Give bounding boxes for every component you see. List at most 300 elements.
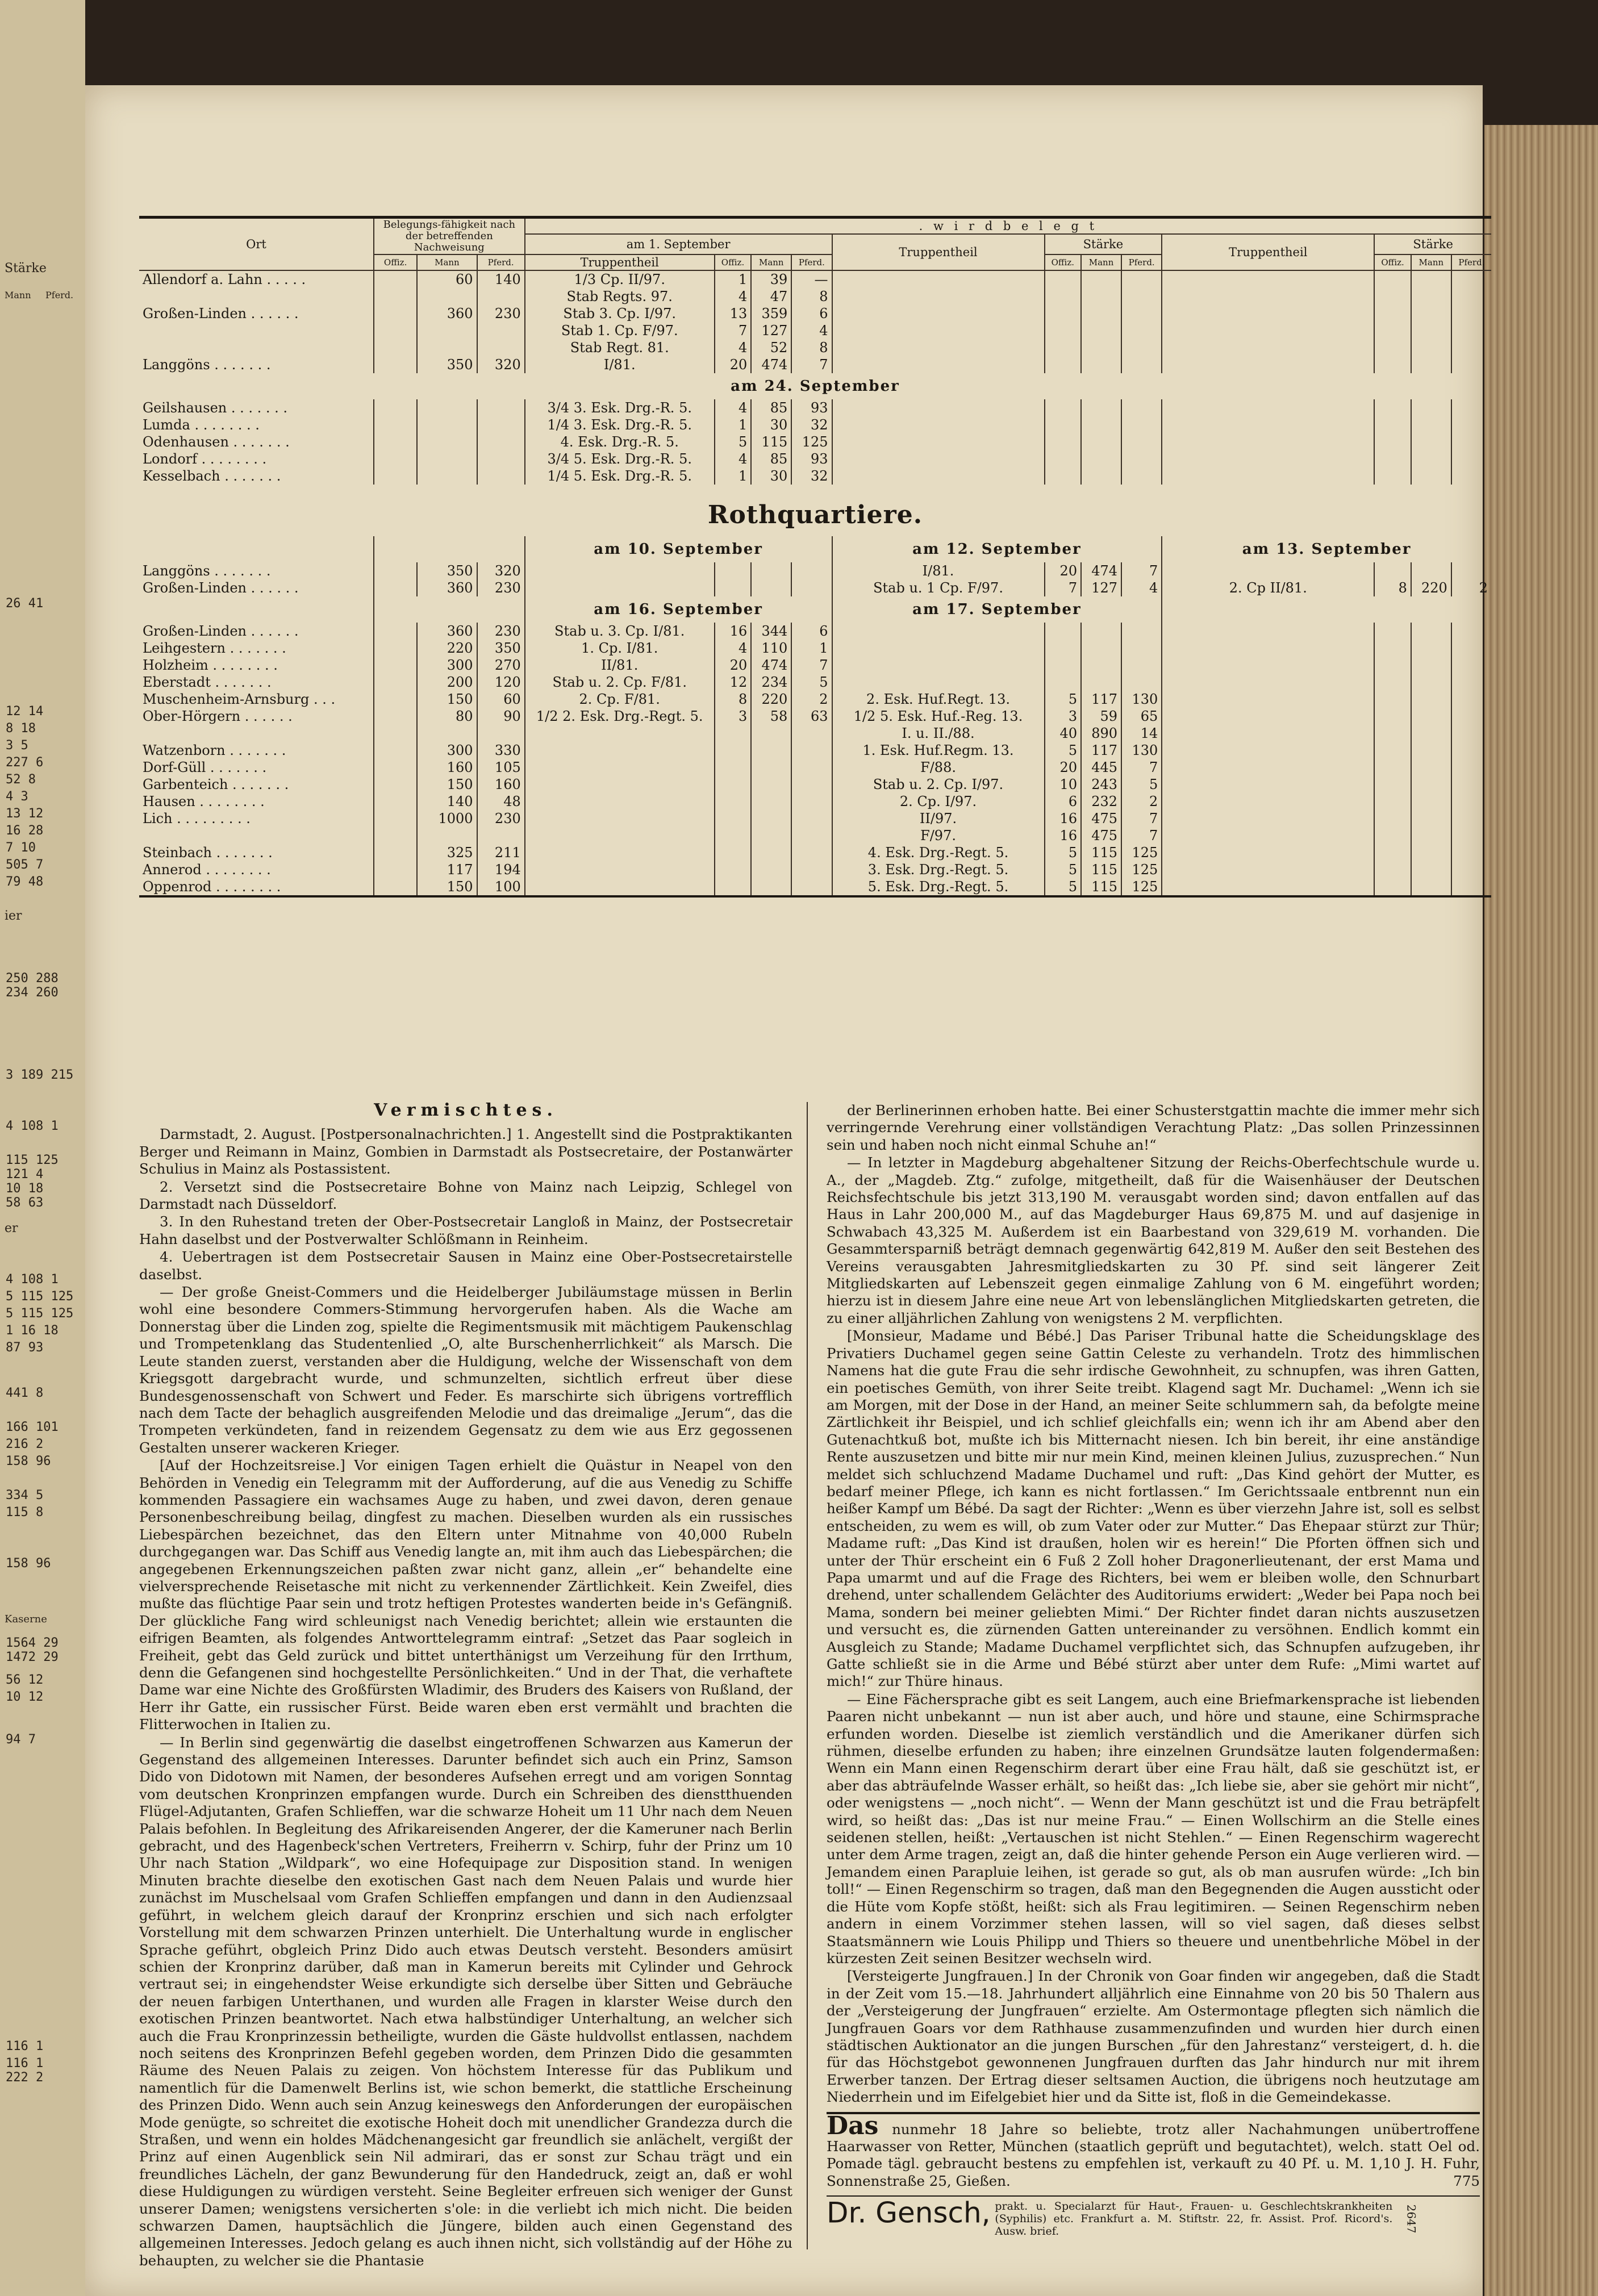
table-row	[139, 844, 1491, 861]
truppentheil-cell: F/88.	[832, 759, 1045, 776]
article-paragraph: Darmstadt, 2. August. [Postpersonalnachrichten.] 1. Angestellt sind die Postpraktikanten Berger und Reimann in Mainz, Gombien in Darmstadt als Postsecretaire, der Postanwärter Schulius in Mainz als Postassistent.	[139, 1126, 792, 1178]
mann-cell: 117	[1081, 691, 1121, 708]
mann-cell: 30	[751, 467, 791, 485]
table-row	[139, 416, 1491, 433]
offiz-cell	[1045, 674, 1082, 691]
heading-am-12-september: am 12. September	[832, 536, 1162, 562]
empty-cell	[1411, 399, 1451, 416]
col-truppentheil-1: Truppentheil	[525, 254, 715, 270]
offiz-cell: 7	[1045, 579, 1082, 596]
empty-cell	[374, 305, 417, 322]
truppentheil-cell	[525, 759, 715, 776]
empty-cell	[1374, 433, 1411, 450]
offiz-cell: 20	[715, 356, 752, 373]
truppentheil-cell	[525, 793, 715, 810]
capacity-mann-cell: 220	[417, 640, 477, 657]
mann-cell: 39	[751, 270, 791, 288]
capacity-pferd-cell: 100	[477, 878, 525, 896]
truppentheil-cell: Stab u. 2. Cp. F/81.	[525, 674, 715, 691]
mann-cell: 474	[1081, 562, 1121, 579]
capacity-mann-cell: 325	[417, 844, 477, 861]
pferd-cell: 14	[1121, 725, 1162, 742]
offiz-cell: 8	[715, 691, 752, 708]
margin-number: 216 2	[6, 1437, 44, 1451]
ort-cell	[139, 827, 374, 844]
truppentheil-cell: 4. Esk. Drg.-Regt. 5.	[832, 844, 1045, 861]
margin-number: 4 3	[6, 790, 28, 804]
mann-cell: 110	[751, 640, 791, 657]
ort-cell: Dorf-Güll . . . . . . .	[143, 759, 267, 775]
mann-cell	[751, 844, 791, 861]
empty-cell	[1162, 640, 1374, 657]
offiz-cell: 4	[715, 640, 752, 657]
truppentheil-cell	[525, 827, 715, 844]
empty-cell	[1121, 356, 1162, 373]
empty-cell	[1081, 339, 1121, 356]
empty-cell	[1411, 657, 1451, 674]
empty-cell	[1374, 674, 1411, 691]
margin-number: 16 28	[6, 824, 44, 838]
capacity-mann-cell	[417, 827, 477, 844]
mann-cell: 890	[1081, 725, 1121, 742]
empty-cell	[1162, 270, 1374, 288]
empty-cell	[751, 579, 791, 596]
ad-dr-gensch-text: prakt. u. Specialarzt für Haut-, Frauen- u. Geschlechtskrankheiten (Syphilis) etc. Frankfurt a. M. Stiftstr. 22, fr. Assist. Prof. Ricord's. Ausw. brief.	[995, 2200, 1393, 2238]
margin-number: 1472 29	[6, 1650, 59, 1664]
empty-cell	[374, 579, 417, 596]
capacity-pferd-cell: 105	[477, 759, 525, 776]
empty-cell	[1121, 467, 1162, 485]
mann-cell: 115	[1081, 844, 1121, 861]
col-staerke-2: Stärke	[1045, 234, 1162, 254]
empty-cell	[417, 467, 477, 485]
empty-cell	[374, 878, 417, 896]
col-ort: Ort	[139, 218, 374, 271]
truppentheil-cell: Stab u. 2. Cp. I/97.	[832, 776, 1045, 793]
mann-cell: 127	[1081, 579, 1121, 596]
ort-cell: Muschenheim-Arnsburg . . .	[143, 691, 336, 707]
ort-cell: Langgöns . . . . . . .	[143, 563, 271, 579]
pferd-cell	[791, 810, 832, 827]
offiz-cell	[1045, 657, 1082, 674]
pferd-cell: 2	[791, 691, 832, 708]
mann-cell	[751, 878, 791, 896]
empty-cell	[1451, 399, 1491, 416]
pferd-cell: 125	[791, 433, 832, 450]
truppentheil-cell	[832, 657, 1045, 674]
table-row	[139, 467, 1491, 485]
ort-cell: Großen-Linden . . . . . .	[143, 580, 299, 596]
offiz-cell	[1045, 640, 1082, 657]
pferd-cell: 5	[791, 674, 832, 691]
truppentheil-cell	[525, 725, 715, 742]
empty-cell	[1451, 742, 1491, 759]
capacity-pferd-cell	[477, 288, 525, 305]
empty-cell	[1162, 793, 1374, 810]
empty-cell	[1045, 356, 1082, 373]
empty-cell	[374, 691, 417, 708]
empty-cell	[1451, 861, 1491, 878]
empty-cell	[1374, 623, 1411, 640]
empty-cell	[1045, 450, 1082, 467]
truppentheil-cell	[832, 640, 1045, 657]
empty-cell	[1411, 776, 1451, 793]
col-mann-3: Mann	[1411, 254, 1451, 270]
empty-cell	[1081, 450, 1121, 467]
offiz-cell: 12	[715, 674, 752, 691]
offiz-cell: 1	[715, 467, 752, 485]
empty-cell	[477, 467, 525, 485]
offiz-cell: 16	[1045, 810, 1082, 827]
empty-cell	[1451, 288, 1491, 305]
empty-cell	[1411, 810, 1451, 827]
truppentheil-cell: 1. Cp. I/81.	[525, 640, 715, 657]
capacity-mann-cell	[417, 322, 477, 339]
empty-cell	[832, 467, 1045, 485]
empty-cell	[417, 399, 477, 416]
pferd-cell: 1	[791, 640, 832, 657]
offiz-cell: 40	[1045, 725, 1082, 742]
heading-am-16-september: am 16. September	[525, 596, 832, 623]
empty-cell	[1374, 399, 1411, 416]
empty-cell	[1411, 861, 1451, 878]
vermischtes-right-column	[827, 1102, 1480, 2237]
col-belegung: Belegungs-fähigkeit nach der betreffenden Nachweisung	[374, 218, 525, 255]
truppentheil-cell: 3/4 3. Esk. Drg.-R. 5.	[525, 399, 715, 416]
empty-cell	[832, 305, 1045, 322]
empty-cell	[374, 725, 417, 742]
margin-number: 94 7	[6, 1733, 36, 1747]
offiz-cell: 4	[715, 399, 752, 416]
article-paragraph: [Monsieur, Madame und Bébé.] Das Pariser Tribunal hatte die Scheidungsklage des Privatiers Duchamel gegen seine Gattin Celeste zu verhandeln. Trotz des himmlischen Namens hat die gute Frau die sehr irdische Gewohnheit, zu schnupfen, was ihren Gatten, ein poetisches Gemüth, von ihrer Seite treibt. Klagend sagt Mr. Duchamel: „Wenn ich sie am Morgen, mit der Dose in der Hand, an meiner Seite schlummern sah, da befolgte meine Zärtlichkeit ihr Beispiel, und ich schlief gleichfalls ein; wenn ich ihr am Abend aber den Gutenachtkuß bot, mußte ich bis Mitternacht niesen. Ich bin bereit, ihr eine anständige Rente auszusetzen und bitte mir nur mein Kind, meinen kleinen Julius, zuzusprechen.“ Nun meldet sich schluchzend Madame Duchamel und ruft: „Das Kind gehört der Mutter, es bedarf meiner Pflege, ich kann es nicht fortlassen.“ Im Gerichtssaale entbrennt nun ein heißer Kampf um Bébé. Da sagt der Richter: „Wenn es über vierzehn Jahre ist, soll es selbst entscheiden, zu wem es will, ob zum Vater oder zur Mutter.“ Das Ehepaar stürzt zur Thür; Madame ruft: „Das Kind ist draußen, holen wir es herein!“ Die Pforten öffnen sich und unter der Thür erscheint ein 6 Fuß 2 Zoll hoher Dragonerlieutenant, der erst Mama und Papa umarmt und auf die Frage des Richters, bei wem er bleiben wolle, den Schnurbart drehend, unter schallendem Gelächter des Auditoriums erwidert: „Weder bei Papa noch bei Mama, sondern bei meiner geliebten Mimi.“ Der Richter findet daran nichts auszusetzen und versucht es, die zürnenden Gatten untereinander zu versöhnen. Endlich kommt ein Ausgleich zu Stande; Madame Duchamel verpflichtet sich, das Schnupfen aufzugeben, ihr Gatte schließt sie in die Arme und Bébé stürzt aber unter dem Rufe: „Mimi wartet auf mich!“ zur Thüre hinaus.	[827, 1327, 1480, 1690]
capacity-mann-cell	[417, 288, 477, 305]
empty-cell	[1374, 861, 1411, 878]
empty-cell	[1411, 356, 1451, 373]
empty-cell	[1081, 399, 1121, 416]
table-row	[139, 450, 1491, 467]
empty-cell	[1374, 339, 1411, 356]
margin-number: 7 10	[6, 841, 36, 855]
offiz-cell: 1	[715, 416, 752, 433]
empty-cell	[1411, 640, 1451, 657]
ort-cell: Odenhausen . . . . . . .	[143, 434, 290, 450]
empty-cell	[374, 322, 417, 339]
newspaper-page	[85, 85, 1488, 2296]
mann-cell	[751, 742, 791, 759]
mann-cell	[751, 810, 791, 827]
pferd-cell: 4	[1121, 579, 1162, 596]
empty-cell	[1121, 399, 1162, 416]
empty-cell	[1374, 322, 1411, 339]
margin-label-staerke: Stärke	[5, 261, 47, 275]
truppentheil-cell: 2. Cp. F/81.	[525, 691, 715, 708]
column-divider	[807, 1102, 808, 2249]
table-row	[139, 793, 1491, 810]
capacity-pferd-cell: 270	[477, 657, 525, 674]
empty-cell	[1162, 623, 1374, 640]
mann-cell: 344	[751, 623, 791, 640]
capacity-pferd-cell: 320	[477, 356, 525, 373]
article-paragraph: — Der große Gneist-Commers und die Heidelberger Jubiläumstage müssen in Berlin wohl eine besondere Commers-Stimmung hervorgerufen haben. Als die Wache am Donnerstag über die Linden zog, spielte die Regimentsmusik mit mächtigem Paukenschlag und Trompetenklang das Studentenlied „O, alte Burschenherrlichkeit“ als Marsch. Die Leute standen zuerst, verstanden aber die Huldigung, welche der Wissenschaft von dem Kriegsgott dargebracht wurde, und schmunzelten, sichtlich erfreut über diese Bundesgenossenschaft von Schwert und Feder. Es marschirte sich übrigens vortrefflich nach dem Tacte der behaglich ausgreifenden Melodie und das dreimalige „Jerum“, das die Trompeten verkündeten, fand in reizendem Gegensatz zu dem wie aus Erz gegossenen Gestalten unserer wackeren Krieger.	[139, 1284, 792, 1456]
truppentheil-cell: I. u. II./88.	[832, 725, 1045, 742]
capacity-pferd-cell	[477, 322, 525, 339]
capacity-pferd-cell: 320	[477, 562, 525, 579]
truppentheil-cell: II/97.	[832, 810, 1045, 827]
heading-am-17-september: am 17. September	[832, 596, 1162, 623]
truppentheil-cell: 5. Esk. Drg.-Regt. 5.	[832, 878, 1045, 896]
offiz-cell	[715, 725, 752, 742]
empty-cell	[1162, 844, 1374, 861]
pferd-cell: 32	[791, 467, 832, 485]
empty-cell	[374, 288, 417, 305]
table-row	[139, 433, 1491, 450]
truppentheil-cell	[525, 878, 715, 896]
mann-cell: 115	[1081, 878, 1121, 896]
empty-cell	[1411, 691, 1451, 708]
mann-cell: 234	[751, 674, 791, 691]
empty-cell	[1411, 793, 1451, 810]
empty-cell	[1081, 288, 1121, 305]
table-row	[139, 562, 1491, 579]
mann-cell: 115	[751, 433, 791, 450]
truppentheil-cell: Stab Regts. 97.	[525, 288, 715, 305]
table-row	[139, 725, 1491, 742]
mann-cell: 59	[1081, 708, 1121, 725]
ort-cell: Oppenrod . . . . . . . .	[143, 879, 281, 895]
truppentheil-cell: II/81.	[525, 657, 715, 674]
col-wird-belegt: . w i r d b e l e g t	[525, 218, 1491, 235]
offiz-cell	[1374, 562, 1411, 579]
margin-number: 115 8	[6, 1505, 44, 1519]
left-page-margin	[0, 0, 85, 2296]
empty-cell	[832, 339, 1045, 356]
offiz-cell: 5	[1045, 742, 1082, 759]
margin-number: 3 5	[6, 738, 28, 753]
empty-cell	[1081, 416, 1121, 433]
empty-cell	[1162, 878, 1374, 896]
empty-cell	[374, 708, 417, 725]
empty-cell	[1451, 450, 1491, 467]
truppentheil-cell: F/97.	[832, 827, 1045, 844]
margin-number: 116 1	[6, 2056, 44, 2070]
empty-cell	[1121, 305, 1162, 322]
empty-cell	[374, 759, 417, 776]
margin-number: 234 260	[6, 986, 59, 1000]
pferd-cell: —	[791, 270, 832, 288]
pferd-cell: 32	[791, 416, 832, 433]
empty-cell	[1374, 305, 1411, 322]
ort-cell: Steinbach . . . . . . .	[143, 845, 273, 861]
margin-number: 26 41	[6, 596, 44, 611]
ad-number-2647: 2647	[1404, 2204, 1418, 2234]
pferd-cell	[1121, 674, 1162, 691]
empty-cell	[1374, 467, 1411, 485]
offiz-cell	[715, 793, 752, 810]
margin-number: 5 115 125	[6, 1289, 74, 1304]
empty-cell	[1374, 450, 1411, 467]
empty-cell	[1121, 416, 1162, 433]
offiz-cell	[715, 759, 752, 776]
table-row	[139, 356, 1491, 373]
empty-cell	[1121, 322, 1162, 339]
empty-cell	[1451, 708, 1491, 725]
capacity-mann-cell	[417, 725, 477, 742]
capacity-mann-cell: 150	[417, 691, 477, 708]
margin-label-pferd: Pferd.	[45, 290, 74, 300]
empty-cell	[374, 623, 417, 640]
heading-rothquartiere: Rothquartiere.	[707, 500, 923, 529]
empty-cell	[1451, 657, 1491, 674]
table-row	[139, 305, 1491, 322]
empty-cell	[1374, 810, 1411, 827]
ort-cell: Kesselbach . . . . . . .	[143, 468, 281, 484]
empty-cell	[1121, 270, 1162, 288]
table-row	[139, 861, 1491, 878]
table-row	[139, 878, 1491, 896]
mann-cell	[751, 827, 791, 844]
margin-label-mann: Mann	[5, 290, 31, 300]
ort-cell: Annerod . . . . . . . .	[143, 862, 271, 878]
billeting-table-section	[139, 216, 1491, 897]
mann-cell: 85	[751, 450, 791, 467]
pferd-cell	[791, 759, 832, 776]
empty-cell	[1411, 759, 1451, 776]
mann-cell	[1081, 623, 1121, 640]
empty-cell	[1411, 623, 1451, 640]
truppentheil-cell: 2. Cp. I/97.	[832, 793, 1045, 810]
pferd-cell: 5	[1121, 776, 1162, 793]
mann-cell: 359	[751, 305, 791, 322]
article-paragraph: [Auf der Hochzeitsreise.] Vor einigen Tagen erhielt die Quästur in Neapel von den Behörden in Venedig ein Telegramm mit der Aufforderung, auf die aus Venedig zu Schiffe kommenden Passagiere ein wachsames Auge zu haben, und zwei davon, deren genaue Personenbeschreibung beilag, dingfest zu machen. Dieselben wurden als ein russisches Liebespärchen bezeichnet, das den Eltern unter Mitnahme von 40,000 Rubeln durchgegangen war. Das Schiff aus Venedig langte an, mit ihm auch das Liebespärchen; die angegebenen Erkennungszeichen paßten zwar nicht ganz, allein „er“ behandelte eine vielversprechende Reisetasche mit nicht zu verkennender Zärtlichkeit. Kein Zweifel, dies mußte das flüchtige Paar sein und trotz heftigen Protestes wanderten beide in's Gefängniß. Der glückliche Fang wird schleunigst nach Venedig berichtet; allein wie erstaunten die eifrigen Beamten, als folgendes Antworttelegramm eintraf: „Setzet das Paar sogleich in Freiheit, gebt das Geld zurück und bittet unterthänigst um Verzeihung für den Irrthum, denn die Gefangenen sind hochgestellte Persönlichkeiten.“ Und in der That, die verhaftete Dame war eine Nichte des Großfürsten Wladimir, des Bruders des Kaisers von Rußland, der Herr ihr Gatte, ein russischer Fürst. Beide waren eben erst vermählt und brachten die Flitterwochen in Italien zu.	[139, 1457, 792, 1733]
empty-cell	[1162, 657, 1374, 674]
table-row	[139, 776, 1491, 793]
table-row	[139, 640, 1491, 657]
article-paragraph: 2. Versetzt sind die Postsecretaire Bohne von Mainz nach Leipzig, Schlegel von Darmstadt nach Düsseldorf.	[139, 1178, 792, 1213]
pferd-cell: 7	[791, 356, 832, 373]
ort-cell: Eberstadt . . . . . . .	[143, 674, 272, 690]
margin-number: 166 101	[6, 1420, 59, 1434]
truppentheil-cell	[525, 776, 715, 793]
empty-cell	[1374, 878, 1411, 896]
truppentheil-cell	[525, 810, 715, 827]
col-truppentheil-2: Truppentheil	[832, 234, 1045, 270]
truppentheil-cell	[525, 742, 715, 759]
empty-cell	[374, 450, 417, 467]
empty-cell	[417, 416, 477, 433]
empty-cell	[1162, 861, 1374, 878]
mann-cell: 52	[751, 339, 791, 356]
margin-number: 334 5	[6, 1488, 44, 1502]
empty-cell	[1374, 691, 1411, 708]
heading-am-13-september: am 13. September	[1162, 536, 1491, 562]
capacity-pferd-cell: 160	[477, 776, 525, 793]
empty-cell	[1162, 305, 1374, 322]
empty-cell	[1451, 322, 1491, 339]
empty-cell	[1374, 270, 1411, 288]
truppentheil-cell: 3. Esk. Drg.-Regt. 5.	[832, 861, 1045, 878]
empty-cell	[1374, 288, 1411, 305]
empty-cell	[374, 399, 417, 416]
capacity-mann-cell: 150	[417, 776, 477, 793]
empty-cell	[1411, 270, 1451, 288]
billeting-table	[139, 216, 1491, 897]
mann-cell	[1081, 640, 1121, 657]
empty-cell	[832, 416, 1045, 433]
empty-cell	[1451, 467, 1491, 485]
empty-cell	[1045, 270, 1082, 288]
pferd-cell: 130	[1121, 691, 1162, 708]
pferd-cell	[791, 776, 832, 793]
article-paragraph: — In Berlin sind gegenwärtig die daselbst eingetroffenen Schwarzen aus Kamerun der Gegenstand des allgemeinen Interesses. Darunter befindet sich auch ein Prinz, Samson Dido von Didotown mit Namen, der besonderes Aufsehen erregt und am vorigen Sonntag vom deutschen Kronprinzen empfangen wurde. Durch ein Schreiben des dienstthuenden Flügel-Adjutanten, Grafen Schlieffen, war die schwarze Hoheit um 11 Uhr nach dem Neuen Palais befohlen. In Begleitung des Afrikareisenden Angerer, der die Kameruner nach Berlin gebracht, und des Hagenbeck'schen Vertreters, Freiherrn v. Schirp, fuhr der Prinz um 10 Uhr nach Station „Wildpark“, wo eine Hofequipage zur Disposition stand. In wenigen Minuten brachte dieselbe den exotischen Gast nach dem Neuen Palais und wurde hier zunächst im Muschelsaal vom Grafen Schlieffen empfangen und dann in den Audienzsaal geführt, in welchem gleich darauf der Kronprinz erschien und sich nach erfolgter Vorstellung mit dem schwarzen Prinzen unterhielt. Die Unterhaltung wurde in englischer Sprache geführt, obgleich Prinz Dido auch etwas Deutsch versteht. Besonders amüsirt schien der Kronprinz darüber, daß man in Kamerun bereits mit Cylinder und Gehrock vertraut sei; in eingehendster Weise erkundigte sich derselbe über Sitten und Gebräuche der neuen farbigen Unterthanen, und wurden alle Fragen in klarster Weise durch den exotischen Prinzen beantwortet. Nach etwa halbstündiger Unterhaltung, an welcher sich auch die Frau Kronprinzessin betheiligte, wurden die Gäste huldvollst entlassen, nachdem noch seitens des Kronprinzen Befehl gegeben worden, dem Prinzen Dido die gesammten Räume des Neuen Palais zu zeigen. Von höchstem Interesse für das Publikum und namentlich für die Damenwelt Berlins ist, wie schon bemerkt, die stattliche Erscheinung des Prinzen Dido. Wenn auch sein Anzug keineswegs den Anforderungen der europäischen Mode genügte, so schreitet die exotische Hoheit doch mit unendlicher Grandezza durch die Straßen, und wenn ein holdes Mädchenangesicht gar freundlich sie anlächelt, vergißt der Prinz auf einen Augenblick sein Nil admirari, das er sonst zur Schau trägt und ein freundliches Lächeln, der ganz Bewunderung für den Handedruck, zeigt an, daß er wohl diese Huldigungen zu würdigen versteht. Seine Begleiter erfreuen sich weniger der Gunst unserer Damen; wenigstens versicherten s'ole: in die verliebt ich mich nicht. Die beiden schwarzen Damen, hauptsächlich die Jüngere, bilden auch einen Gegenstand des allgemeinen Interesses. Jedoch gelang es auch ihnen nicht, sich vollständig auf der Höhe zu behaupten, zu welcher sie die Phantasie	[139, 1734, 792, 2269]
heading-am-10-september: am 10. September	[525, 536, 832, 562]
col-offiz: Offiz.	[374, 254, 417, 270]
margin-label-kaserne: Kaserne	[5, 1613, 47, 1625]
empty-cell	[832, 399, 1045, 416]
empty-cell	[374, 640, 417, 657]
empty-cell	[1411, 450, 1451, 467]
empty-cell	[1451, 433, 1491, 450]
capacity-pferd-cell: 230	[477, 810, 525, 827]
pferd-cell: 8	[791, 339, 832, 356]
vermischtes-left-column	[139, 1102, 792, 2270]
ort-cell: Holzheim . . . . . . . .	[143, 657, 278, 673]
truppentheil-cell: Stab Regt. 81.	[525, 339, 715, 356]
truppentheil-cell: 4. Esk. Drg.-R. 5.	[525, 433, 715, 450]
empty-cell	[1374, 416, 1411, 433]
capacity-mann-cell: 360	[417, 579, 477, 596]
empty-cell	[832, 433, 1045, 450]
margin-number: 87 93	[6, 1341, 44, 1355]
pferd-cell: 125	[1121, 844, 1162, 861]
margin-number: 79 48	[6, 875, 44, 889]
empty-cell	[1162, 674, 1374, 691]
empty-cell	[1374, 708, 1411, 725]
empty-cell	[751, 562, 791, 579]
empty-cell	[1411, 416, 1451, 433]
mann-cell	[751, 793, 791, 810]
mann-cell	[1411, 562, 1451, 579]
truppentheil-cell: 1/4 3. Esk. Drg.-R. 5.	[525, 416, 715, 433]
empty-cell	[1411, 742, 1451, 759]
empty-cell	[1374, 776, 1411, 793]
empty-cell	[1162, 827, 1374, 844]
pferd-cell: 130	[1121, 742, 1162, 759]
mann-cell: 30	[751, 416, 791, 433]
empty-cell	[832, 288, 1045, 305]
offiz-cell: 4	[715, 339, 752, 356]
offiz-cell: 5	[1045, 878, 1082, 896]
empty-cell	[374, 416, 417, 433]
table-row	[139, 579, 1491, 596]
capacity-pferd-cell: 90	[477, 708, 525, 725]
table-row	[139, 810, 1491, 827]
table-row	[139, 623, 1491, 640]
col-pferd: Pferd.	[477, 254, 525, 270]
empty-cell	[1162, 742, 1374, 759]
offiz-cell	[715, 861, 752, 878]
capacity-pferd-cell	[477, 339, 525, 356]
ort-cell: Watzenborn . . . . . . .	[143, 742, 286, 758]
capacity-mann-cell: 1000	[417, 810, 477, 827]
truppentheil-cell: Stab 3. Cp. I/97.	[525, 305, 715, 322]
table-row	[139, 288, 1491, 305]
ort-cell	[139, 322, 374, 339]
margin-number: 115 125	[6, 1153, 59, 1167]
empty-cell	[1162, 759, 1374, 776]
capacity-mann-cell: 150	[417, 878, 477, 896]
empty-cell	[1162, 450, 1374, 467]
offiz-cell: 20	[1045, 562, 1082, 579]
